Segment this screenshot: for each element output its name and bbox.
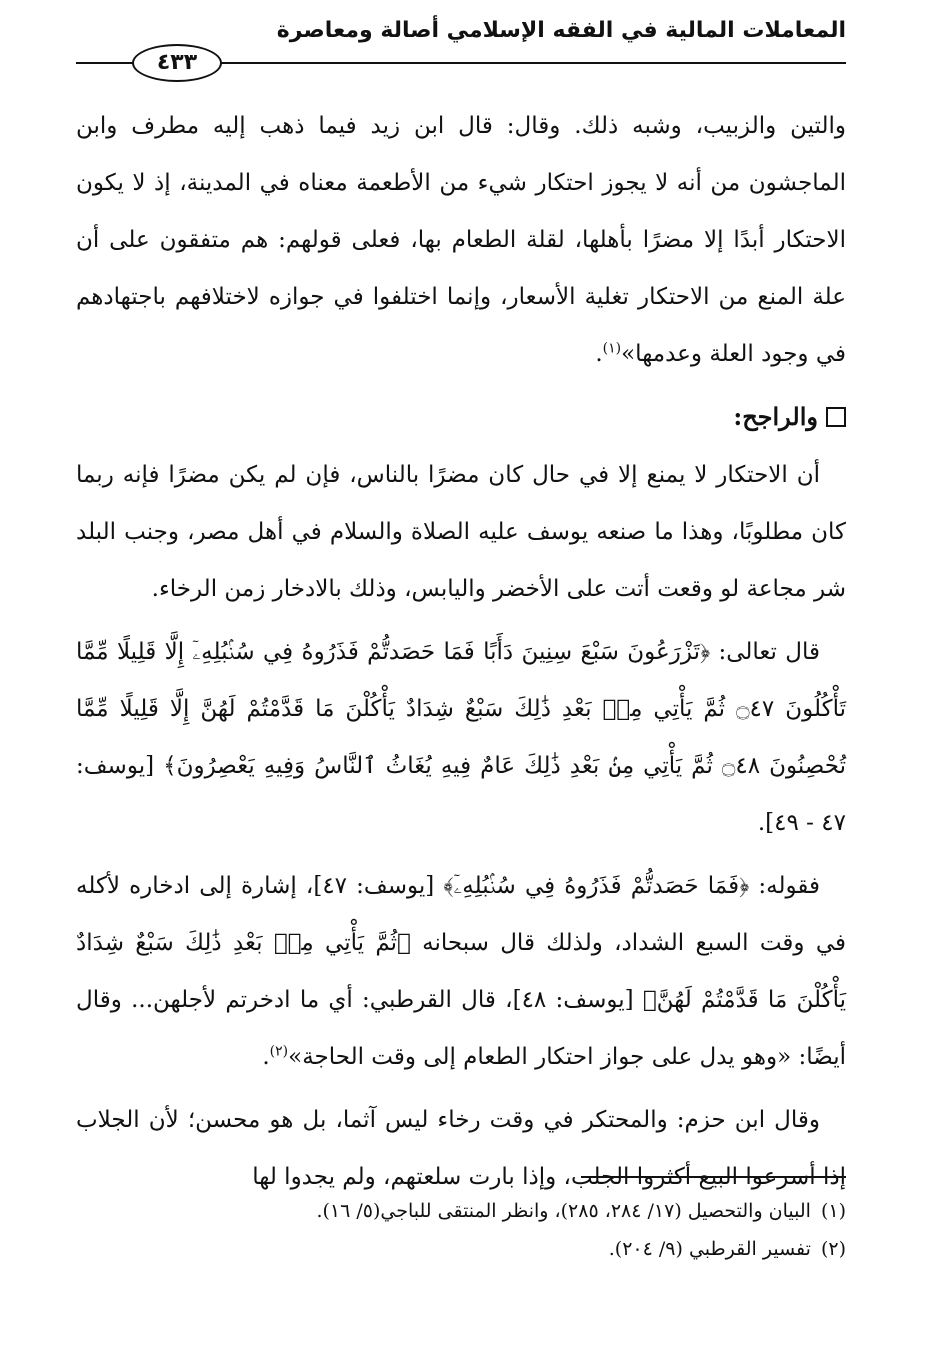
footnote-1-text: البيان والتحصيل (١٧/ ٢٨٤، ٢٨٥)، وانظر المنتقى للباجي(٥/ ١٦). xyxy=(316,1200,811,1222)
paragraph-3 xyxy=(76,624,846,852)
footnote-2 xyxy=(76,1230,846,1268)
quran-quote: ﴿تَزْرَعُونَ سَبْعَ سِنِينَ دَأَبًا فَمَا حَصَدتُّمْ فَذَرُوهُ فِي سُنۢبُلِهِۦٓ إِلَّا قَلِيلًا مِّمَّا تَأْكُلُونَ ۝٤٧ ثُمَّ يَأْتِي مِنۢ بَعْدِ ذَٰلِكَ سَبْعٌ شِدَادٌ يَأْكُلْنَ مَا قَدَّمْتُمْ لَهُنَّ إِلَّا قَلِيلًا مِّمَّا تُحْصِنُونَ ۝٤٨ ثُمَّ يَأْتِي مِنۢ بَعْدِ ذَٰلِكَ عَامٌ فِيهِ يُغَاثُ ٱلنَّاسُ وَفِيهِ يَعْصِرُونَ﴾ xyxy=(76,639,847,779)
footnotes xyxy=(76,1192,846,1268)
paragraph-1 xyxy=(76,98,846,383)
paragraph-3-intro: قال تعالى: xyxy=(710,639,820,665)
page-number: ٤٣٣ xyxy=(132,44,222,82)
paragraph-4 xyxy=(76,858,846,1086)
footnote-ref-1: (١) xyxy=(602,340,622,357)
footnote-2-text: تفسير القرطبي (٩/ ٢٠٤). xyxy=(608,1238,811,1260)
page-body xyxy=(76,98,846,1206)
section-heading-text: والراجح: xyxy=(733,402,818,431)
paragraph-4-text: فقوله: ﴿فَمَا حَصَدتُّمْ فَذَرُوهُ فِي سُنۢبُلِهِۦٓ﴾ [يوسف: ٤٧]، إشارة إلى ادخاره لأكله في وقت السبع الشداد، ولذلك قال سبحانه ﴿ثُمَّ يَأْتِي مِنۢ بَعْدِ ذَٰلِكَ سَبْعٌ شِدَادٌ يَأْكُلْنَ مَا قَدَّمْتُمْ لَهُنَّ﴾ [يوسف: ٤٨]، قال القرطبي: أي ما ادخرتم لأجلهن... وقال أيضًا: «وهو يدل على جواز احتكار الطعام إلى وقت الحاجة» xyxy=(76,873,846,1070)
paragraph-2: أن الاحتكار لا يمنع إلا في حال كان مضرًا بالناس، فإن لم يكن مضرًا فإنه ربما كان مطلوبًا، وهذا ما صنعه يوسف عليه الصلاة والسلام في أهل مصر، وجنب البلد شر مجاعة لو وقعت أتت على الأخضر واليابس، وذلك بالادخار زمن الرخاء. xyxy=(76,462,846,602)
footnote-separator xyxy=(581,1176,846,1178)
footnote-2-number: (٢) xyxy=(820,1238,846,1260)
section-heading xyxy=(76,391,846,443)
paragraph-1-text: والتين والزبيب، وشبه ذلك. وقال: قال ابن زيد فيما ذهب إليه مطرف وابن الماجشون من أنه لا يجوز احتكار شيء من الأطعمة معناه في المدينة، إذ لا يكون الاحتكار أبدًا إلا مضرًا بأهلها، لقلة الطعام بها، فعلى قولهم: هم متفقون على أن علة المنع من الاحتكار تغلية الأسعار، وإنما اختلفوا في جوازه لاختلافهم باجتهادهم في وجود العلة وعدمها» xyxy=(76,113,846,367)
footnote-ref-2: (٢) xyxy=(269,1043,289,1060)
running-title: المعاملات المالية في الفقه الإسلامي أصالة ومعاصرة xyxy=(276,18,846,43)
square-bullet-icon xyxy=(826,407,846,427)
paragraph-1-end: . xyxy=(595,341,603,367)
paragraph-5: وقال ابن حزم: والمحتكر في وقت رخاء ليس آثما، بل هو محسن؛ لأن الجلاب إذا أسرعوا البيع أكثروا الجلب، وإذا بارت سلعتهم، ولم يجدوا لها xyxy=(76,1107,846,1190)
paragraph-4-end: . xyxy=(262,1044,270,1070)
footnote-1 xyxy=(76,1192,846,1230)
quran-reference: [يوسف: ٤٧ - ٤٩]. xyxy=(76,753,846,836)
footnote-1-number: (١) xyxy=(820,1200,846,1222)
page-header xyxy=(76,10,846,75)
